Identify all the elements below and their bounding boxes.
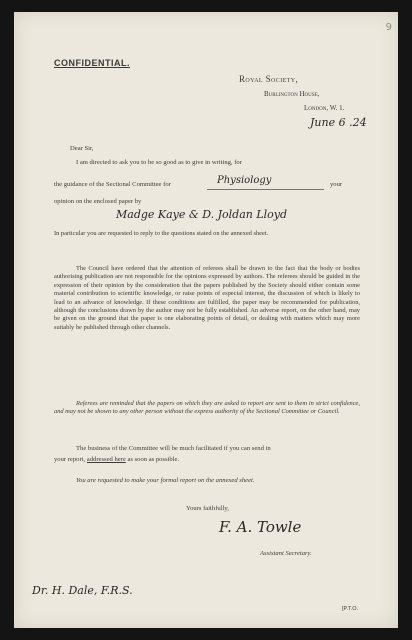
address-line-2: London, W. 1. bbox=[304, 104, 345, 112]
handwritten-referee: Dr. H. Dale, F.R.S. bbox=[32, 584, 133, 597]
handwritten-signature: F. A. Towle bbox=[219, 518, 302, 536]
business-text-a: your report, bbox=[54, 456, 86, 463]
pto-note: [P.T.O. bbox=[342, 606, 359, 612]
org-name: Royal Society, bbox=[239, 74, 299, 84]
council-paragraph: The Council have ordered that the attention of referees shall be drawn to the fact that the body or bodies authorising publication are not responsible for the opinions expressed by authors. The referees should be guided in the expression of their opinion by the consideration that the papers published by the Society should either contain some material contribution to scientific knowledge, or raise points of especial interest, the discussion of which is likely to lead to an advance of knowledge. If these conditions are fulfilled, the paper may be recommended for publication, although the conclusions drawn by the author may not be fully established. An adverse report, on the other hand, may be given on the ground that the paper is one elaborating points of detail, or dealing with matters which may more suitably be published through other channels. bbox=[54, 265, 360, 331]
handwritten-subject: Physiology bbox=[217, 175, 272, 186]
particular-paragraph: In particular you are requested to reply to the questions stated on the annexed sheet. bbox=[54, 230, 269, 237]
letter-sheet bbox=[14, 12, 398, 628]
business-text-b: as soon as possible. bbox=[127, 456, 180, 463]
closing: Yours faithfully, bbox=[186, 505, 229, 512]
intro-line-1: I am directed to ask you to be so good as to give in writing, for bbox=[76, 159, 242, 166]
business-line-1: The business of the Committee will be much facilitated if you can send in bbox=[76, 445, 271, 452]
page-number: 9 bbox=[385, 22, 392, 33]
intro-line-3: opinion on the enclosed paper by bbox=[54, 198, 142, 205]
intro-line-2: the guidance of the Sectional Committee for bbox=[54, 181, 171, 188]
address-line-1: Burlington House, bbox=[264, 90, 320, 98]
salutation: Dear Sir, bbox=[70, 145, 94, 152]
business-text-underlined: addressed here bbox=[86, 456, 126, 463]
signer-title: Assistant Secretary. bbox=[260, 550, 312, 557]
handwritten-authors: Madge Kaye & D. Joldan Lloyd bbox=[116, 208, 288, 221]
confidential-heading: CONFIDENTIAL. bbox=[54, 58, 130, 68]
referees-note: Referees are reminded that the papers on which they are asked to report are sent to them in strict confidence, and may not be shown to any other person without the express authority of the Sectional Committee or Council. bbox=[54, 400, 360, 416]
formal-request: You are requested to make your formal report on the annexed sheet. bbox=[76, 477, 255, 484]
handwritten-date: June 6 .24 bbox=[310, 116, 367, 129]
business-line-2 bbox=[54, 456, 179, 463]
intro-line-2-end: your bbox=[330, 181, 343, 188]
subject-rule bbox=[207, 189, 324, 190]
